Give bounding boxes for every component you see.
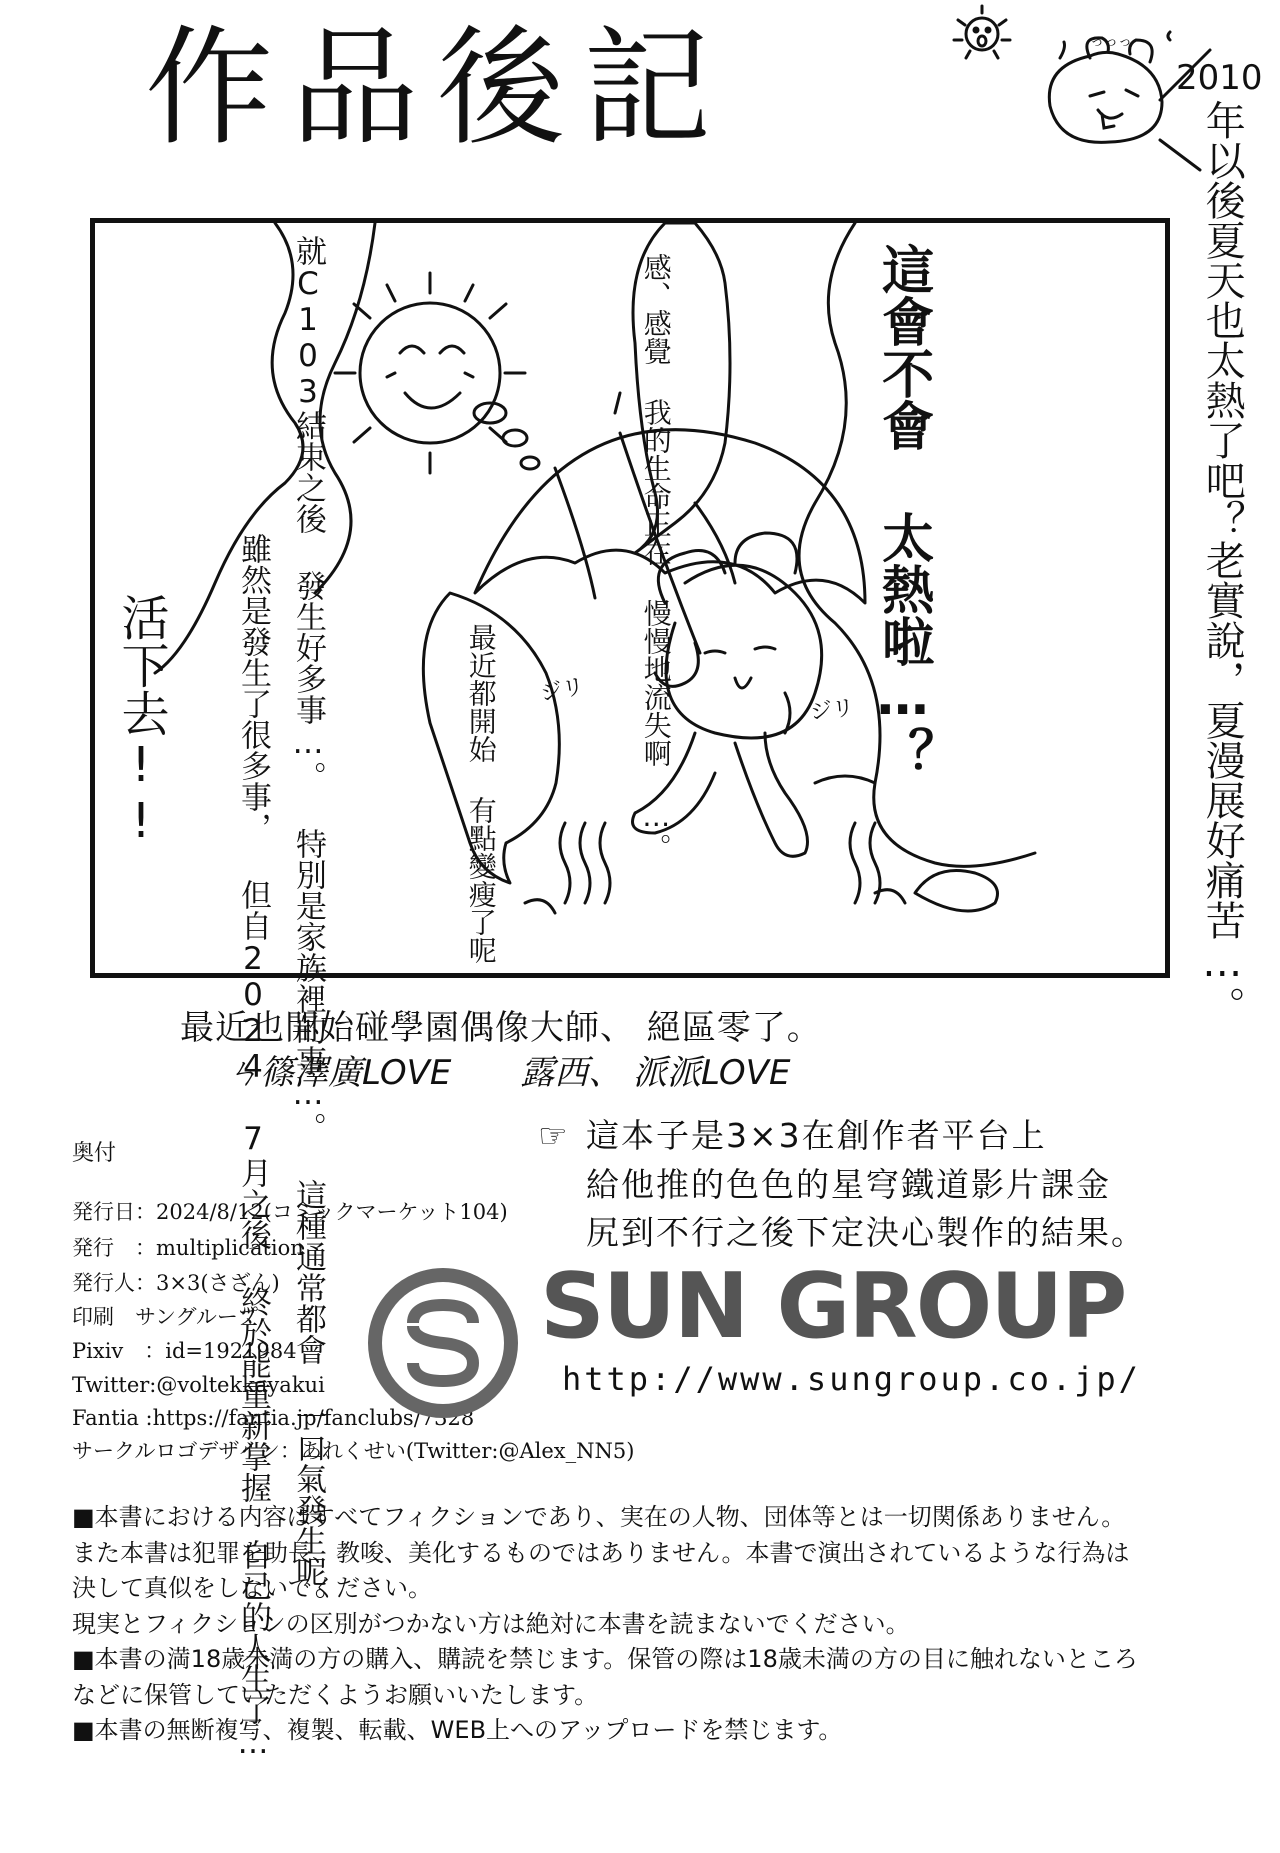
disclaimer-line-1: ■本書における内容はすべてフィクションであり、実在の人物、団体等とは一切関係ありません。 (72, 1503, 1126, 1531)
bear-sun-doodle (940, 0, 1180, 160)
side-note: 年以後夏天也太熱了吧？老實說，夏漫展好痛苦…。 (1199, 100, 1246, 1026)
big-heat-text (872, 243, 933, 779)
bubble-right (640, 253, 671, 861)
sfx-right: ジリ (809, 695, 856, 726)
colophon-line-1: 発行日：2024/8/12(コミックマーケット104) (72, 1200, 508, 1224)
bubble-right-line-4: …。 (639, 800, 673, 861)
colophon-line-8: サークルロゴデザイン：あれくせい(Twitter:@Alex_NN5) (72, 1439, 635, 1463)
colophon-title: 奥付 (72, 1141, 117, 1166)
right-note-line-1: 這本子是3×3在創作者平台上 (586, 1116, 1047, 1155)
bubble-small-line-1: 最近都開始 (464, 623, 498, 763)
sun-face-drawing (335, 273, 525, 473)
bubble-small (465, 623, 496, 964)
sfx-left: ジリ (538, 674, 587, 707)
side-note-brackets (1150, 30, 1230, 180)
live-on-text: 活下去!! (113, 593, 169, 849)
page-title: 作品後記 (145, 14, 730, 163)
colophon-line-7: Fantia :https://fantia.jp/fanclubs/7328 (72, 1406, 475, 1430)
footer-line-2-left: ㄣ篠澤廣LOVE (226, 1053, 452, 1093)
colophon-line-3: 発行人：3×3(さざん) (72, 1271, 280, 1295)
colophon-line-4: 印刷 サングループ (72, 1305, 258, 1329)
panel-left-line-4: 這種通常都會 (290, 1179, 326, 1365)
printer-url[interactable]: http://www.sungroup.co.jp/ (562, 1360, 1141, 1398)
disclaimer-line-4: 現実とフィクションの区別がつかない方は絶対に本書を読まないでください。 (72, 1609, 910, 1638)
bubble-right-line-1: 感、感覺 (639, 253, 673, 365)
colophon-line-6: Twitter:@voltekkayakui (72, 1373, 325, 1397)
right-note (538, 1112, 1146, 1258)
big-heat-line-1: 這會不會 (872, 243, 933, 451)
bubble-right-line-2: 我的生命正在 (639, 398, 673, 566)
svg-text:っっっ: っっっ (1090, 34, 1132, 50)
disclaimer-line-5: ■本書の満18歳未満の方の購入、購読を禁じます。保管の際は18歳未満の方の目に触れないところ (72, 1645, 1138, 1674)
panel-lower-line-2: 但自2024 7月之後 (235, 879, 271, 1250)
panel-left-line-1: 就C103結束之後 (290, 235, 326, 534)
right-note-line-2: 給他推的色色的星穹鐵道影片課金 (586, 1164, 1111, 1204)
big-heat-line-2: 太熱啦…？ (872, 511, 933, 779)
right-note-line-3: 尻到不行之後下定決心製作的結果。 (586, 1213, 1146, 1252)
footer-line-2 (226, 1045, 848, 1094)
disclaimer (72, 1500, 1232, 1749)
panel-left-line-5: 一口氣發生呢。 (290, 1401, 326, 1618)
side-note-year: 2010 (1176, 58, 1263, 98)
disclaimer-line-3: 決して真似をしないでください。 (72, 1574, 432, 1603)
disclaimer-line-6: などに保管していただくようお願いいたします。 (72, 1680, 599, 1709)
panel-left-line-3: 特別是家族裡的事…。 (290, 828, 326, 1143)
printer-name: SUN GROUP (540, 1254, 1126, 1359)
bubble-small-line-2: 有點變瘦了呢 (464, 796, 498, 964)
colophon-line-5: Pixiv ：id=1921984 (72, 1339, 297, 1363)
footer-line-1: 最近也開始碰學園偶像大師、 絕區零了。 (180, 1008, 822, 1048)
bubble-right-line-3: 慢慢地流失啊 (639, 599, 673, 767)
footer-line-2-right: 露西、 派派LOVE (520, 1053, 791, 1093)
panel-lower-line-4: 自己的人生了… (235, 1539, 271, 1761)
pointing-hand-icon: ☞ (538, 1116, 570, 1155)
sun-group-logo-icon (368, 1268, 518, 1418)
panel-lower-line-3: 終於能重新掌握 (235, 1286, 271, 1503)
panel-lower-line-1: 雖然是發生了很多事， (235, 533, 271, 843)
panel-left-line-2: 發生好多事…。 (290, 570, 326, 792)
disclaimer-line-2: また本書は犯罪を助長、教唆、美化するものではありません。本書で演出されているような行為は (72, 1538, 1130, 1567)
colophon-line-2: 発行 ：multiplication (72, 1236, 304, 1260)
disclaimer-line-7: ■本書の無断複写、複製、転載、WEB上へのアップロードを禁じます。 (72, 1716, 843, 1745)
